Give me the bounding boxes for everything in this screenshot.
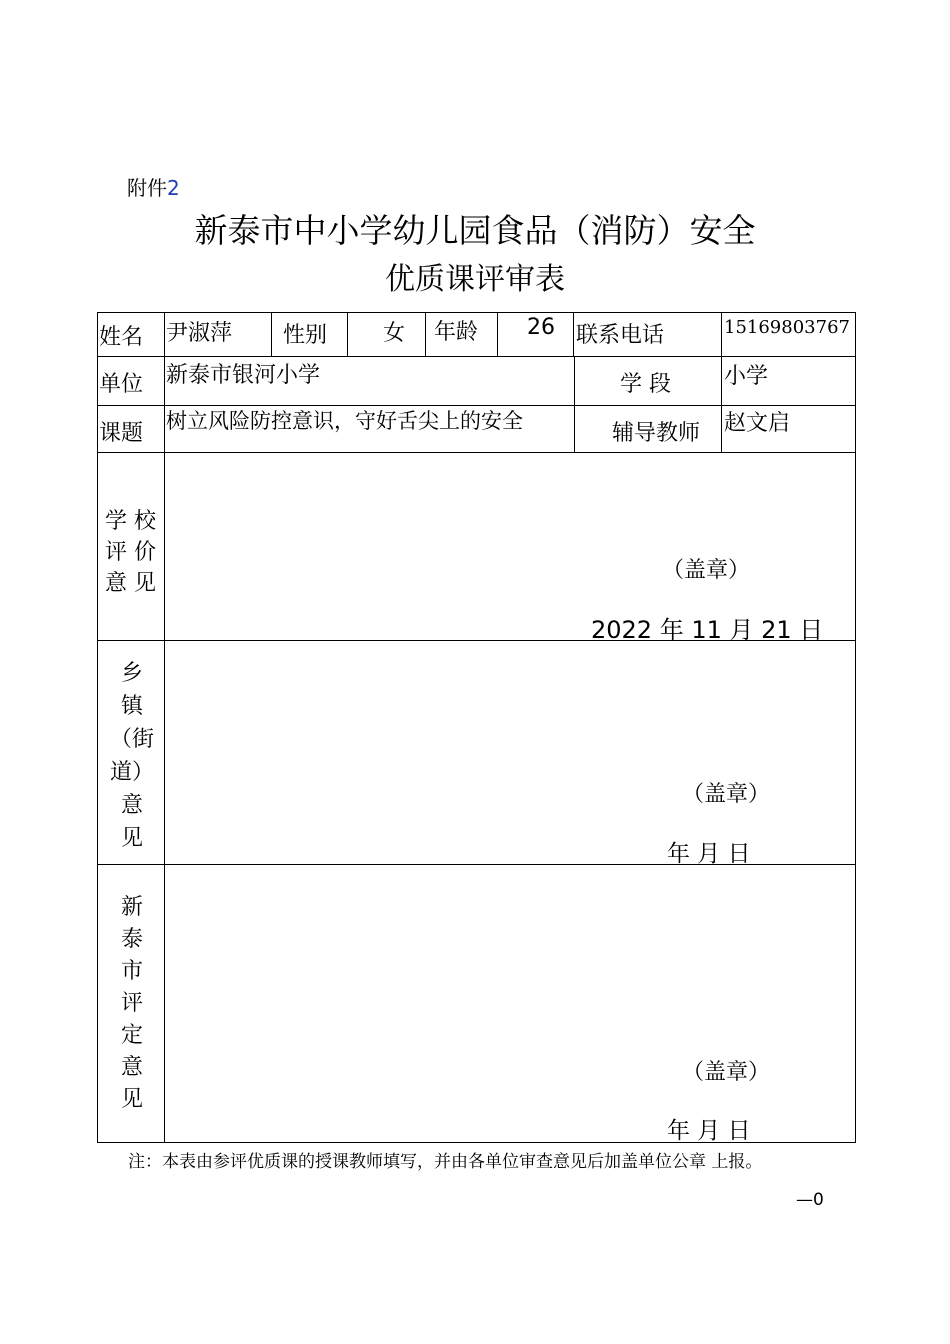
name-label: 姓名 bbox=[99, 325, 144, 350]
name-value: 尹淑萍 bbox=[166, 321, 233, 346]
town-opinion-label: 乡 镇 （街 道） 意 见 bbox=[109, 661, 154, 851]
mentor-label: 辅导教师 bbox=[612, 421, 701, 446]
town-opinion-area[interactable] bbox=[166, 642, 854, 863]
topic-label: 课题 bbox=[99, 421, 144, 446]
age-value[interactable]: 26 bbox=[527, 315, 555, 340]
phone-value[interactable]: 15169803767 bbox=[724, 317, 850, 338]
name-field[interactable] bbox=[166, 316, 270, 354]
school-date: 2022 年 11 月 21 日 bbox=[591, 616, 824, 644]
page-number: —0 bbox=[796, 1190, 824, 1210]
topic-value[interactable]: 树立风险防控意识，守好舌尖上的安全 bbox=[166, 409, 523, 433]
phone-label: 联系电话 bbox=[576, 323, 665, 348]
mentor-value[interactable]: 赵文启 bbox=[724, 411, 791, 436]
town-seal: （盖章） bbox=[682, 782, 771, 807]
attachment-number: 2 bbox=[167, 176, 180, 200]
gender-label: 性别 bbox=[283, 323, 328, 348]
city-seal: （盖章） bbox=[682, 1060, 771, 1085]
footer-note: 注：本表由参评优质课的授课教师填写，并由各单位审查意见后加盖单位公章 上报。 bbox=[128, 1152, 763, 1172]
town-date: 年 月 日 bbox=[667, 841, 751, 867]
city-opinion-label: 新 泰 市 评 定 意 见 bbox=[120, 895, 143, 1112]
page-subtitle: 优质课评审表 bbox=[385, 262, 565, 297]
stage-label: 学 段 bbox=[620, 372, 671, 397]
stage-value[interactable]: 小学 bbox=[724, 364, 769, 389]
school-seal: （盖章） bbox=[662, 558, 751, 583]
city-opinion-area[interactable] bbox=[166, 866, 854, 1141]
gender-value[interactable]: 女 bbox=[383, 321, 406, 346]
age-label: 年龄 bbox=[434, 320, 479, 345]
page-title: 新泰市中小学幼儿园食品（消防）安全 bbox=[194, 211, 756, 250]
attachment-label: 附件2 bbox=[127, 176, 180, 200]
city-date: 年 月 日 bbox=[667, 1118, 751, 1144]
unit-value[interactable]: 新泰市银河小学 bbox=[166, 363, 321, 388]
school-opinion-label: 学 校 评 价 意 见 bbox=[105, 509, 156, 596]
unit-label: 单位 bbox=[99, 372, 144, 397]
